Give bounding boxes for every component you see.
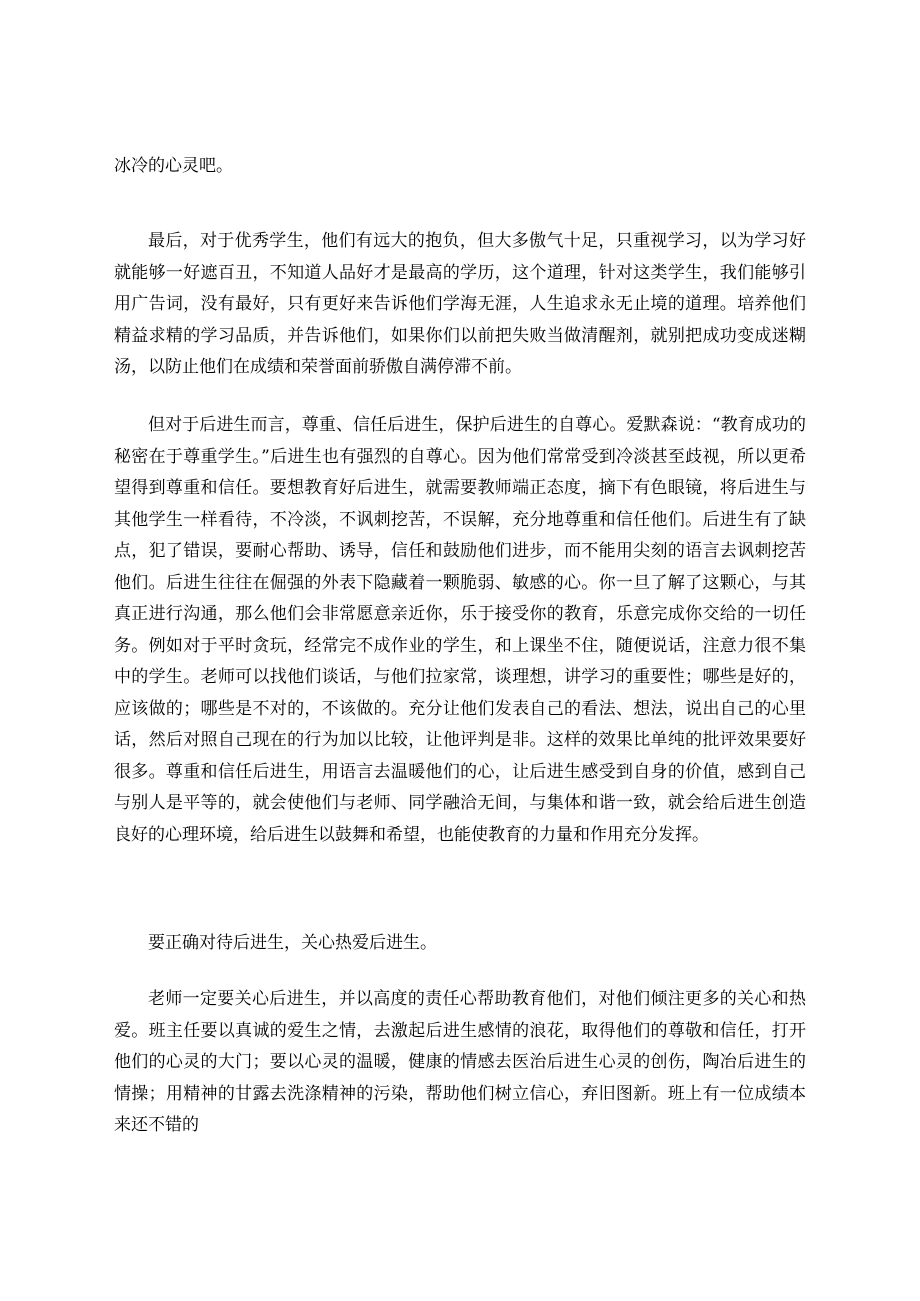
paragraph-continuation: 冰冷的心灵吧。: [114, 156, 233, 176]
paragraph-care-love-heading: 要正确对待后进生，关心热爱后进生。: [148, 933, 437, 953]
paragraph-excellent-students: 最后，对于优秀学生，他们有远大的抱负，但大多傲气十足，只重视学习，以为学习好就能够一好遮百丑，不知道人品好才是最高的学历，这个道理，针对这类学生，我们能够引用广告词，没有最好，只有更好来告诉他们学海无涯，人生追求永无止境的道理。培养他们精益求精的学习品质，并告诉他们，如果你们以前把失败当做清醒剂，就别把成功变成迷糊汤，以防止他们在成绩和荣誉面前骄傲自满停滞不前。: [114, 231, 806, 377]
paragraph-respect-trust: 但对于后进生而言，尊重、信任后进生，保护后进生的自尊心。爱默森说：“教育成功的秘密在于尊重学生。”后进生也有强烈的自尊心。因为他们常常受到冷淡甚至歧视，所以更希望得到尊重和信任。要想教育好后进生，就需要教师端正态度，摘下有色眼镜，将后进生与其他学生一样看待，不冷淡，不讽刺挖苦，不误解，充分地尊重和信任他们。后进生有了缺点，犯了错误，要耐心帮助、诱导，信任和鼓励他们进步，而不能用尖刻的语言去讽刺挖苦他们。后进生往往在倔强的外表下隐藏着一颗脆弱、敏感的心。你一旦了解了这颗心，与其真正进行沟通，那么他们会非常愿意亲近你，乐于接受你的教育，乐意完成你交给的一切任务。例如对于平时贪玩，经常完不成作业的学生，和上课坐不住，随便说话，注意力很不集中的学生。老师可以找他们谈话，与他们拉家常，谈理想，讲学习的重要性；哪些是好的，应该做的；哪些是不对的，不该做的。充分让他们发表自己的看法、想法，说出自己的心里话，然后对照自己现在的行为加以比较，让他评判是非。这样的效果比单纯的批评效果要好很多。尊重和信任后进生，用语言去温暖他们的心，让后进生感受到自身的价值，感到自己与别人是平等的，就会使他们与老师、同学融洽无间，与集体和谐一致，就会给后进生创造良好的心理环境，给后进生以鼓舞和希望，也能使教育的力量和作用充分发挥。: [114, 415, 806, 845]
paragraph-teacher-care: 老师一定要关心后进生，并以高度的责任心帮助教育他们，对他们倾注更多的关心和热爱。班主任要以真诚的爱生之情，去激起后进生感情的浪花，取得他们的尊敬和信任，打开他们的心灵的大门；要以心灵的温暖，健康的情感去医治后进生心灵的创伤，陶冶后进生的情操；用精神的甘露去洗涤精神的污染，帮助他们树立信心，弃旧图新。班上有一位成绩本来还不错的: [114, 989, 806, 1135]
